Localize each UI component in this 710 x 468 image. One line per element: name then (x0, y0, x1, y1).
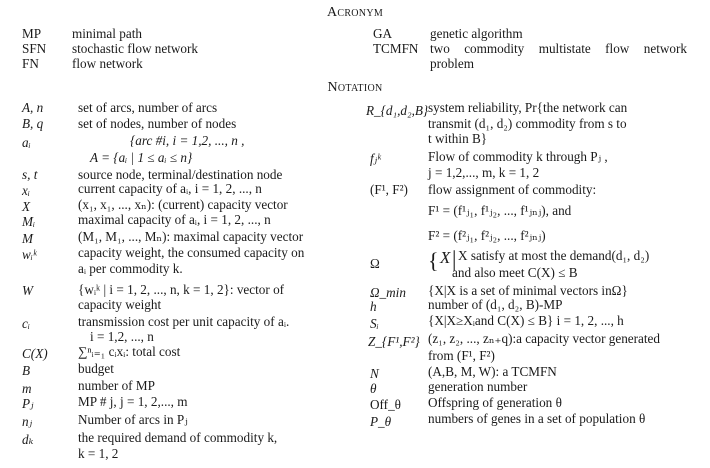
notation-symbol: N (370, 366, 379, 381)
notation-desc: MP # j, j = 1, 2,..., m (78, 394, 188, 409)
notation-symbol: m (22, 381, 32, 396)
notation-desc: maximal capacity of aᵢ, i = 1, 2, ..., n (78, 212, 271, 227)
acronym-desc: flow network (72, 56, 143, 71)
notation-symbol: Mᵢ (22, 214, 36, 229)
acronym-abbr: FN (22, 56, 39, 71)
acronym-abbr: SFN (22, 41, 47, 56)
notation-symbol: B, q (22, 116, 44, 131)
notation-symbol: s, t (22, 167, 38, 182)
notation-symbol: X (22, 199, 31, 214)
notation-desc: k = 1, 2 (78, 446, 119, 461)
notation-desc: t within B} (428, 131, 488, 146)
notation-desc: number of (d₁, d₂, B)-MP (428, 297, 563, 312)
acronym-heading: Acronym (326, 5, 384, 20)
notation-symbol: M (22, 231, 33, 246)
brace-glyph: { (428, 248, 439, 273)
notation-heading: Notation (327, 80, 383, 95)
notation-symbol: aᵢ (22, 135, 31, 150)
acronym-abbr: MP (22, 26, 42, 41)
notation-desc: source node, terminal/destination node (78, 167, 283, 182)
notation-desc: j = 1,2,..., m, k = 1, 2 (428, 165, 540, 180)
notation-desc: set of nodes, number of nodes (78, 116, 237, 131)
notation-symbol: Off_θ (370, 397, 401, 412)
notation-symbol: Ω (370, 256, 380, 271)
notation-desc: current capacity of aᵢ, i = 1, 2, ..., n (78, 181, 262, 196)
acronym-desc: two commodity multistate flow network (430, 41, 687, 56)
notation-desc: set of arcs, number of arcs (78, 100, 218, 115)
notation-desc: ∑ⁿᵢ₌₁ cᵢxᵢ: total cost (78, 344, 181, 359)
notation-desc: capacity weight (78, 297, 162, 312)
notation-symbol: wᵢᵏ (22, 247, 37, 262)
notation-desc: {X|X≥Xᵢand C(X) ≤ B} i = 1, 2, ..., h (428, 313, 624, 328)
notation-symbol: A, n (22, 100, 44, 115)
notation-symbol: h (370, 299, 377, 314)
notation-desc: transmission cost per unit capacity of aᵢ. (78, 314, 290, 329)
notation-symbol: cᵢ (22, 316, 30, 331)
notation-symbol: B (22, 363, 31, 378)
acronym-desc-continuation: problem (430, 56, 474, 71)
notation-symbol: θ (370, 381, 377, 396)
acronym-desc: minimal path (72, 26, 142, 41)
set-variable-glyph: X (440, 248, 451, 267)
notation-desc: (x₁, x₁, ..., xₙ): (current) capacity vector (78, 197, 288, 212)
notation-desc: generation number (428, 379, 528, 394)
notation-symbol: Pⱼ (22, 396, 34, 411)
notation-desc: Number of arcs in Pⱼ (78, 412, 188, 427)
notation-desc: capacity weight, the consumed capacity on (78, 245, 305, 260)
notation-desc: budget (78, 361, 114, 376)
notation-symbol: Sᵢ (370, 316, 379, 331)
acronym-desc: stochastic flow network (72, 41, 198, 56)
notation-desc: A = {aᵢ | 1 ≤ aᵢ ≤ n} (90, 150, 193, 165)
notation-desc: (M₁, M₁, ..., Mₙ): maximal capacity vector (78, 229, 304, 244)
notation-symbol: W (22, 283, 33, 298)
notation-desc: transmit (d₁, d₂) commodity from s to (428, 116, 627, 131)
notation-desc: {X|X is a set of minimal vectors inΩ} (428, 283, 628, 298)
notation-symbol: (F¹, F²) (370, 182, 408, 197)
notation-desc: (A,B, M, W): a TCMFN (428, 364, 557, 379)
notation-symbol: R_{d₁,d₂,B} (366, 103, 429, 118)
notation-symbol: fⱼᵏ (370, 151, 381, 166)
acronym-abbr: GA (373, 26, 393, 41)
notation-symbol: nⱼ (22, 414, 33, 429)
notation-symbol: P_θ (370, 414, 392, 429)
bar-glyph: | (452, 246, 457, 271)
notation-desc: F² = (f²ⱼ₁, f²ⱼ₂, ..., f²ⱼₙⱼ) (428, 228, 546, 243)
notation-desc: the required demand of commodity k, (78, 430, 278, 445)
notation-desc: and also meet C(X) ≤ B (452, 265, 578, 280)
notation-desc: from (F¹, F²) (428, 348, 495, 363)
notation-symbol: C(X) (22, 346, 48, 361)
notation-desc: system reliability, Pr{the network can (428, 100, 628, 115)
notation-desc: Offspring of generation θ (428, 395, 562, 410)
notation-desc: number of MP (78, 378, 155, 393)
notation-symbol: xᵢ (22, 183, 30, 198)
notation-symbol: dₖ (22, 432, 34, 447)
notation-desc: {wᵢᵏ | i = 1, 2, ..., n, k = 1, 2}: vector of (78, 282, 285, 297)
notation-desc: F¹ = (f¹ⱼ₁, f¹ⱼ₂, ..., f¹ⱼₙⱼ), and (428, 203, 572, 218)
notation-desc: (z₁, z₂, ..., zₙ₊q):a capacity vector generated (428, 331, 661, 346)
notation-desc: flow assignment of commodity: (428, 182, 597, 197)
notation-desc: Flow of commodity k through Pⱼ , (428, 149, 608, 164)
notation-desc: i = 1,2, ..., n (90, 329, 154, 344)
notation-desc: X satisfy at most the demand(d₁, d₂) (458, 248, 650, 263)
notation-symbol: Z_{F¹,F²} (368, 334, 420, 349)
acronym-desc: genetic algorithm (430, 26, 523, 41)
acronym-abbr: TCMFN (373, 41, 419, 56)
notation-desc: {arc #i, i = 1,2, ..., n , (130, 133, 245, 148)
notation-symbol: Ω_min (370, 285, 406, 300)
notation-desc: numbers of genes in a set of population θ (428, 411, 646, 426)
notation-desc: aᵢ per commodity k. (78, 261, 183, 276)
